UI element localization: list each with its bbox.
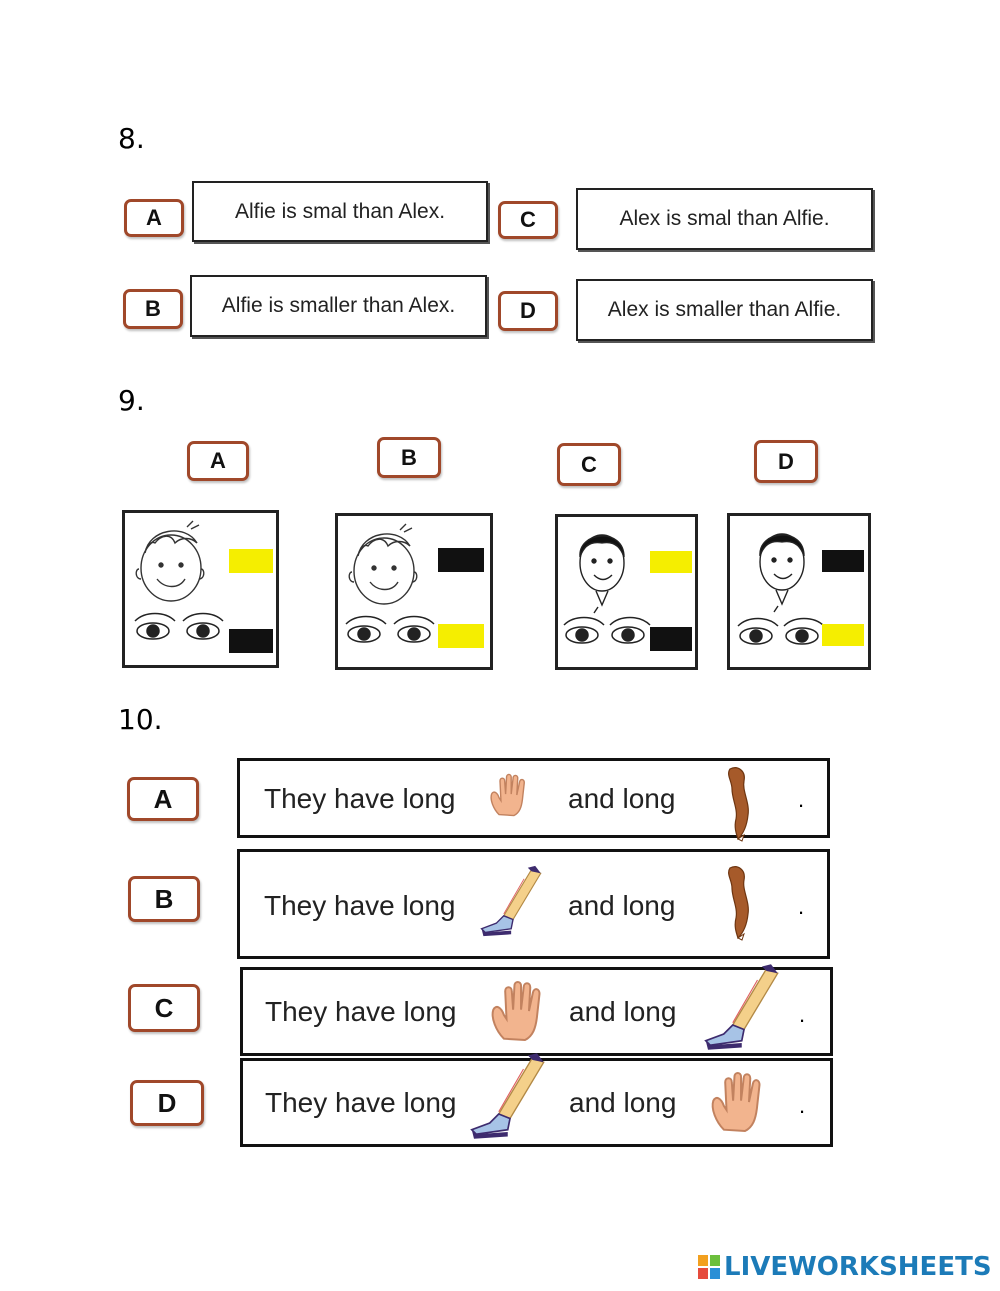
sentence-part-2: and long xyxy=(569,996,677,1027)
sentence-end: . xyxy=(798,894,805,919)
tail-icon xyxy=(720,763,760,843)
q10-sentence-c[interactable] xyxy=(240,967,833,1056)
leg-icon xyxy=(455,1051,565,1141)
q10-option-b-button[interactable]: B xyxy=(128,876,200,922)
hair-color-swatch xyxy=(650,551,692,573)
leg-icon xyxy=(476,864,550,938)
hand-icon xyxy=(703,1069,787,1135)
q9-option-d-button[interactable]: D xyxy=(754,440,818,483)
eye-color-swatch xyxy=(438,624,484,648)
question-10-number: 10. xyxy=(118,703,163,736)
eyes-icon xyxy=(135,614,223,640)
q9-picture-b[interactable] xyxy=(335,513,493,670)
q8-option-a-button[interactable]: A xyxy=(124,199,184,237)
q10-option-a-button[interactable]: A xyxy=(127,777,199,821)
sentence-part-1: They have long xyxy=(264,783,456,814)
q8-answer-b[interactable]: Alfie is smaller than Alex. xyxy=(190,275,487,337)
hand-icon xyxy=(486,771,542,819)
q8-answer-c[interactable]: Alex is smal than Alfie. xyxy=(576,188,873,250)
leg-icon xyxy=(689,962,799,1052)
q10-sentence-a[interactable] xyxy=(237,758,830,838)
sentence-part-1: They have long xyxy=(264,890,456,921)
eye-color-swatch xyxy=(229,629,273,653)
sentence-part-2: and long xyxy=(568,890,676,921)
tail-icon xyxy=(720,862,760,942)
q10-option-d-button[interactable]: D xyxy=(130,1080,204,1126)
eyes-icon xyxy=(564,618,650,644)
brand-name: LIVEWORKSHEETS xyxy=(724,1252,992,1282)
sentence-part-1: They have long xyxy=(265,996,457,1027)
q9-option-c-button[interactable]: C xyxy=(557,443,621,486)
q9-option-a-button[interactable]: A xyxy=(187,441,249,481)
eyes-icon xyxy=(738,619,824,645)
eye-color-swatch xyxy=(650,627,692,651)
q9-picture-c[interactable] xyxy=(555,514,698,670)
q9-option-b-button[interactable]: B xyxy=(377,437,441,478)
q10-option-c-button[interactable]: C xyxy=(128,984,200,1032)
sentence-end: . xyxy=(799,1002,806,1027)
liveworksheets-cube-icon xyxy=(697,1254,721,1280)
liveworksheets-logo xyxy=(697,1252,992,1282)
q8-option-b-button[interactable]: B xyxy=(123,289,183,329)
q10-sentence-d[interactable] xyxy=(240,1058,833,1147)
q9-picture-d[interactable] xyxy=(727,513,871,670)
eyes-icon xyxy=(346,617,434,643)
sentence-part-1: They have long xyxy=(265,1087,457,1118)
eye-color-swatch xyxy=(822,624,864,646)
q8-option-d-button[interactable]: D xyxy=(498,291,558,331)
sentence-part-2: and long xyxy=(568,783,676,814)
man-face-icon xyxy=(760,534,804,612)
question-9-number: 9. xyxy=(118,384,145,417)
hair-color-swatch xyxy=(438,548,484,572)
sentence-end: . xyxy=(798,787,805,812)
q10-sentence-b[interactable] xyxy=(237,849,830,959)
boy-face-icon xyxy=(349,524,417,604)
hair-color-swatch xyxy=(822,550,864,572)
q8-answer-a[interactable]: Alfie is smal than Alex. xyxy=(192,181,488,242)
sentence-part-2: and long xyxy=(569,1087,677,1118)
question-8-number: 8. xyxy=(118,122,145,155)
hair-color-swatch xyxy=(229,549,273,573)
q8-option-c-button[interactable]: C xyxy=(498,201,558,239)
q8-answer-d[interactable]: Alex is smaller than Alfie. xyxy=(576,279,873,341)
sentence-end: . xyxy=(799,1093,806,1118)
q9-picture-a[interactable] xyxy=(122,510,279,668)
hand-icon xyxy=(483,978,567,1044)
man-face-icon xyxy=(580,535,624,613)
boy-face-icon xyxy=(136,521,204,601)
